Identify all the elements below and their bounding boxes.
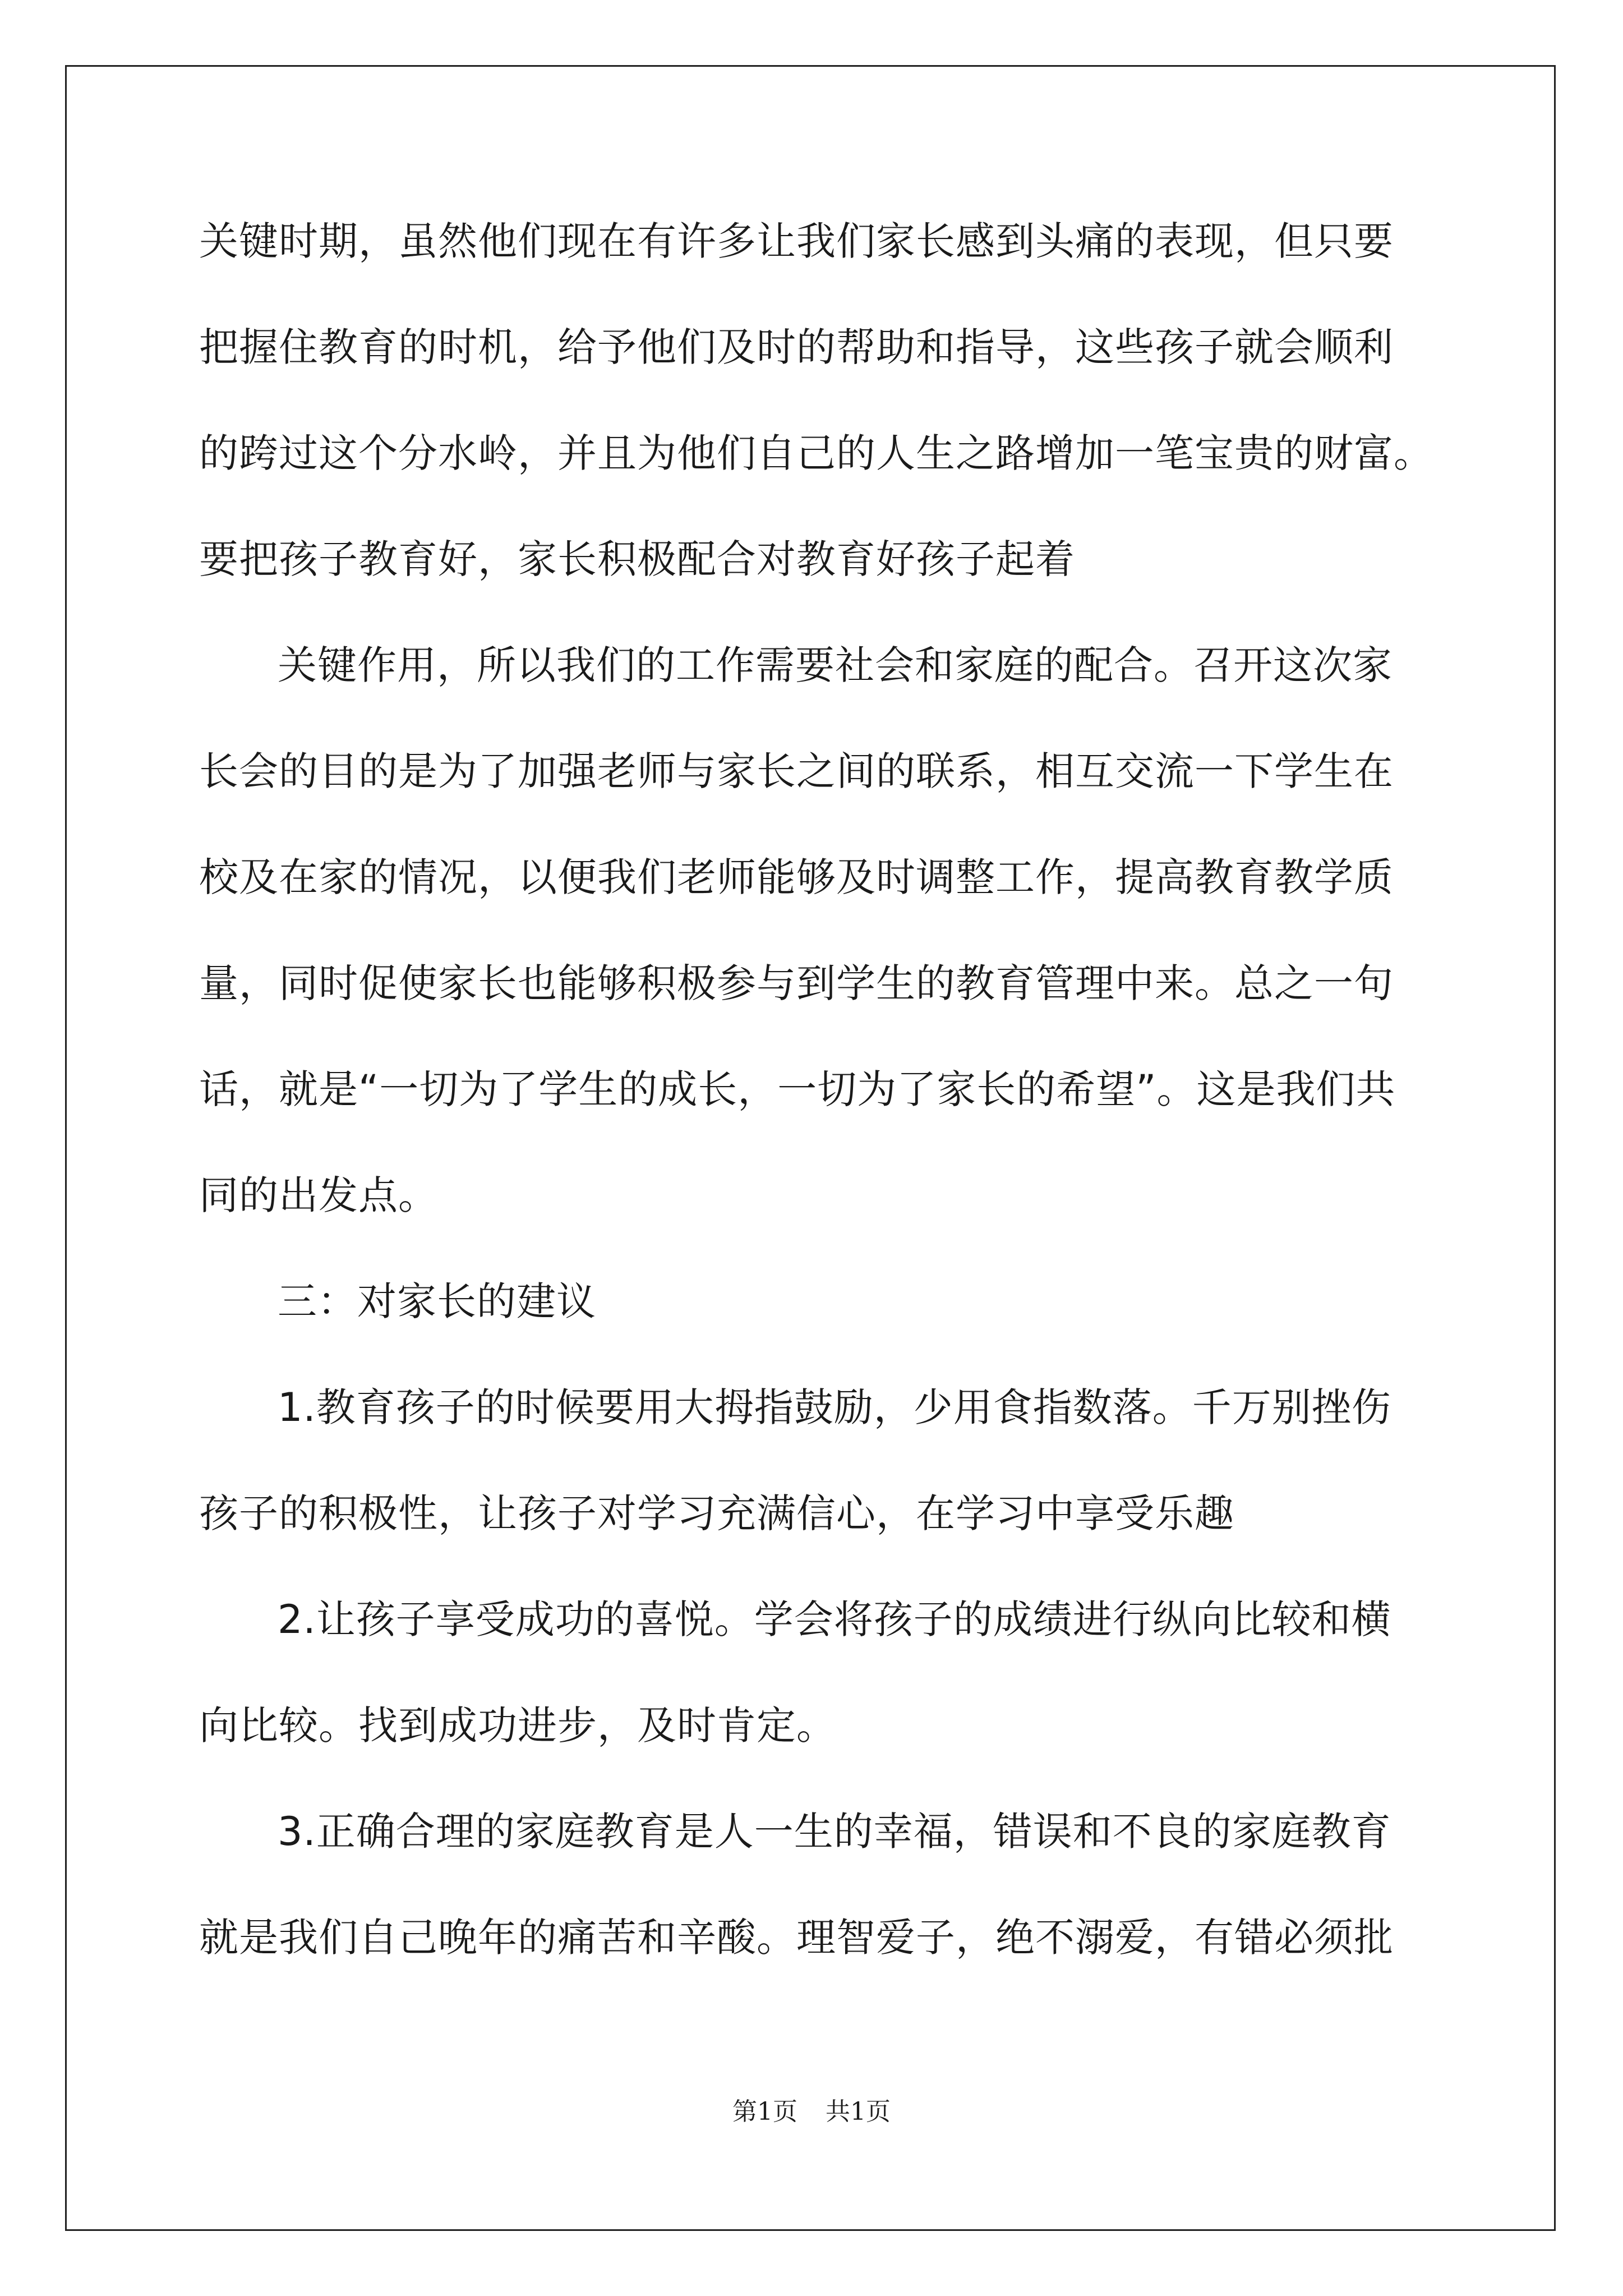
text-line: 把握住教育的时机，给予他们及时的帮助和指导，这些孩子就会顺利 bbox=[199, 324, 1394, 370]
text-line: 长会的目的是为了加强老师与家长之间的联系，相互交流一下学生在 bbox=[199, 748, 1394, 794]
text-line: 要把孩子教育好，家长积极配合对教育好孩子起着 bbox=[199, 536, 1075, 582]
text-line: 量，同时促使家长也能够积极参与到学生的教育管理中来。总之一句 bbox=[199, 960, 1394, 1006]
text-line: 孩子的积极性，让孩子对学习充满信心，在学习中享受乐趣 bbox=[199, 1490, 1234, 1536]
section-heading: 三：对家长的建议 bbox=[278, 1278, 596, 1324]
page-total: 共1页 bbox=[826, 2097, 891, 2126]
list-item-start-line: 1.教育孩子的时候要用大拇指鼓励，少用食指数落。千万别挫伤 bbox=[278, 1384, 1391, 1430]
text-line: 同的出发点。 bbox=[199, 1172, 438, 1218]
page-number: 第1页 bbox=[732, 2097, 797, 2126]
page-footer bbox=[0, 2095, 1623, 2129]
document-body bbox=[199, 216, 1433, 2018]
paragraph-start-line: 关键作用，所以我们的工作需要社会和家庭的配合。召开这次家 bbox=[278, 642, 1393, 688]
text-line: 校及在家的情况，以便我们老师能够及时调整工作，提高教育教学质 bbox=[199, 854, 1394, 900]
text-line: 就是我们自己晚年的痛苦和辛酸。理智爱子，绝不溺爱，有错必须批 bbox=[199, 1915, 1394, 1961]
list-item-start-line: 2.让孩子享受成功的喜悦。学会将孩子的成绩进行纵向比较和横 bbox=[278, 1596, 1391, 1642]
list-item-start-line: 3.正确合理的家庭教育是人一生的幸福，错误和不良的家庭教育 bbox=[278, 1809, 1391, 1855]
text-line: 向比较。找到成功进步，及时肯定。 bbox=[199, 1703, 836, 1749]
text-line: 话，就是“一切为了学生的成长，一切为了家长的希望”。这是我们共 bbox=[199, 1066, 1396, 1112]
text-line: 的跨过这个分水岭，并且为他们自己的人生之路增加一笔宝贵的财富。 bbox=[199, 430, 1433, 476]
text-line: 关键时期，虽然他们现在有许多让我们家长感到头痛的表现，但只要 bbox=[199, 218, 1394, 264]
